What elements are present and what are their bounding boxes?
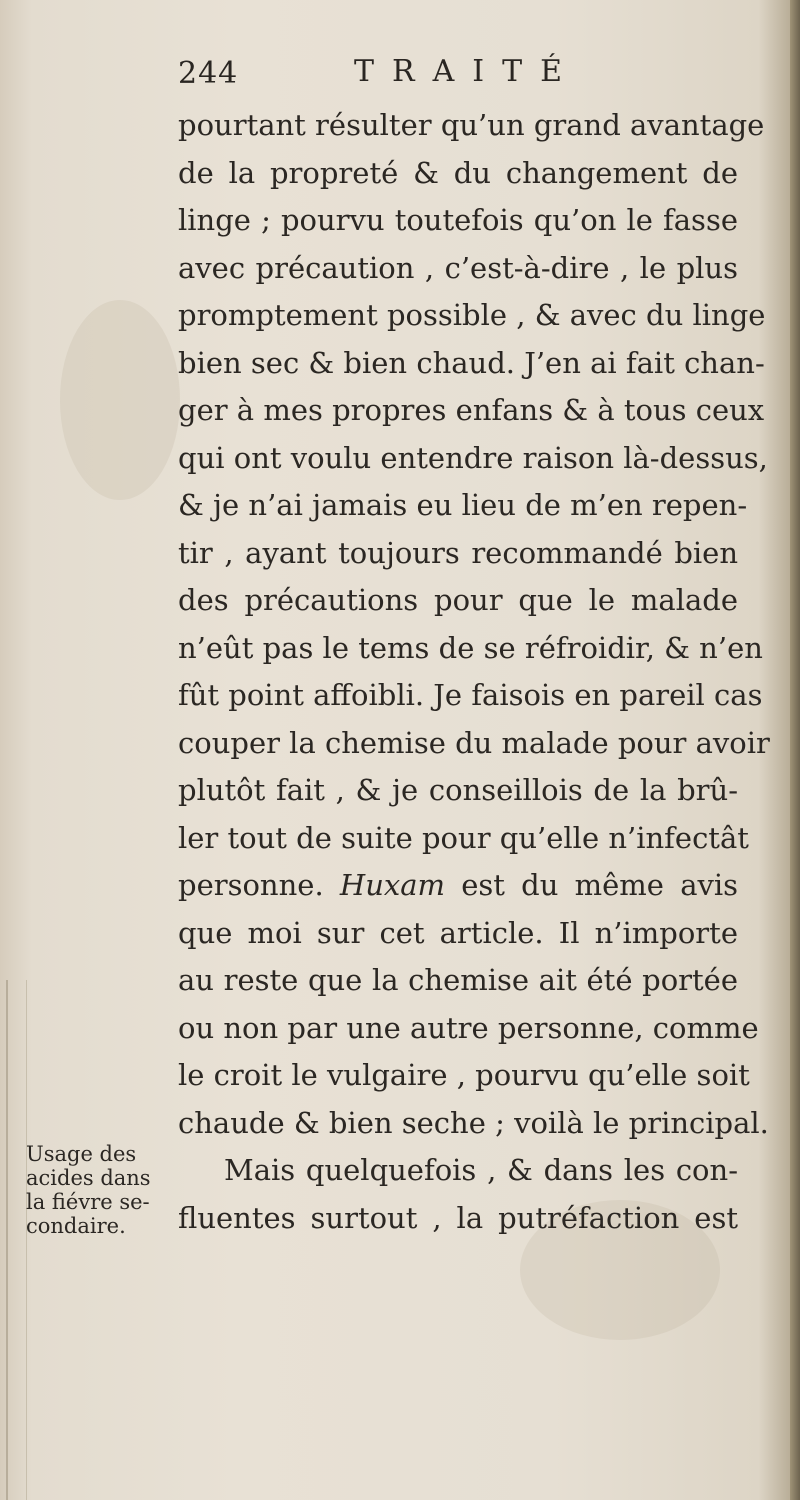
- text-line: promptement possible , & avec du linge: [178, 298, 766, 332]
- text-line: plutôt fait , & je conseillois de la brû-: [178, 773, 738, 807]
- paper-stain: [60, 300, 180, 500]
- text-line: linge ; pourvu toutefois qu’on le fasse: [178, 203, 738, 237]
- margin-note-line: condaire.: [26, 1214, 126, 1238]
- cited-author: Huxam: [339, 868, 446, 902]
- page-number: 244: [178, 56, 239, 91]
- running-title: TRAITÉ: [354, 54, 581, 89]
- text-fragment: est du même avis: [461, 868, 739, 902]
- text-line: avec précaution , c’est-à-dire , le plus: [178, 250, 738, 285]
- page-edge: [790, 0, 800, 1500]
- text-line: des précautions pour que le malade: [178, 583, 738, 617]
- text-line: le croit le vulgaire , pourvu qu’elle soit: [178, 1058, 750, 1092]
- text-line: de la propreté & du changement de: [178, 155, 738, 190]
- text-fragment: personne.: [178, 868, 324, 902]
- text-line: ler tout de suite pour qu’elle n’infectât: [178, 820, 749, 855]
- text-line: tir , ayant toujours recommandé bien: [178, 535, 738, 570]
- text-line: chaude & bien seche ; voilà le principal.: [178, 1105, 769, 1140]
- text-line: n’eût pas le tems de se réfroidir, & n’en: [178, 630, 763, 665]
- page-header: [178, 50, 738, 96]
- text-line: au reste que la chemise ait été portée: [178, 963, 738, 997]
- text-line: & je n’ai jamais eu lieu de m’en repen-: [178, 488, 748, 522]
- text-line: bien sec & bien chaud. J’en ai fait chan-: [178, 345, 765, 380]
- margin-note-line: Usage des: [26, 1142, 137, 1166]
- margin-note: [26, 1142, 176, 1238]
- text-line: qui ont voulu entendre raison là-dessus,: [178, 440, 768, 475]
- text-line: couper la chemise du malade pour avoir: [178, 725, 770, 760]
- body-text: [178, 102, 770, 1242]
- text-line: ger à mes propres enfans & à tous ceux: [178, 393, 765, 427]
- text-line: Mais quelquefois , & dans les con-: [224, 1153, 738, 1187]
- text-line: pourtant résulter qu’un grand avantage: [178, 108, 765, 142]
- text-line: [178, 862, 738, 910]
- margin-note-line: acides dans: [26, 1166, 151, 1190]
- gutter-rule: [6, 980, 27, 1500]
- margin-note-line: la fiévre se-: [26, 1190, 150, 1214]
- text-line: fût point affoibli. Je faisois en pareil cas: [178, 678, 763, 712]
- text-line: ou non par une autre personne, comme: [178, 1010, 759, 1045]
- text-line: que moi sur cet article. Il n’importe: [178, 915, 738, 950]
- text-line: fluentes surtout , la putréfaction est: [178, 1200, 738, 1235]
